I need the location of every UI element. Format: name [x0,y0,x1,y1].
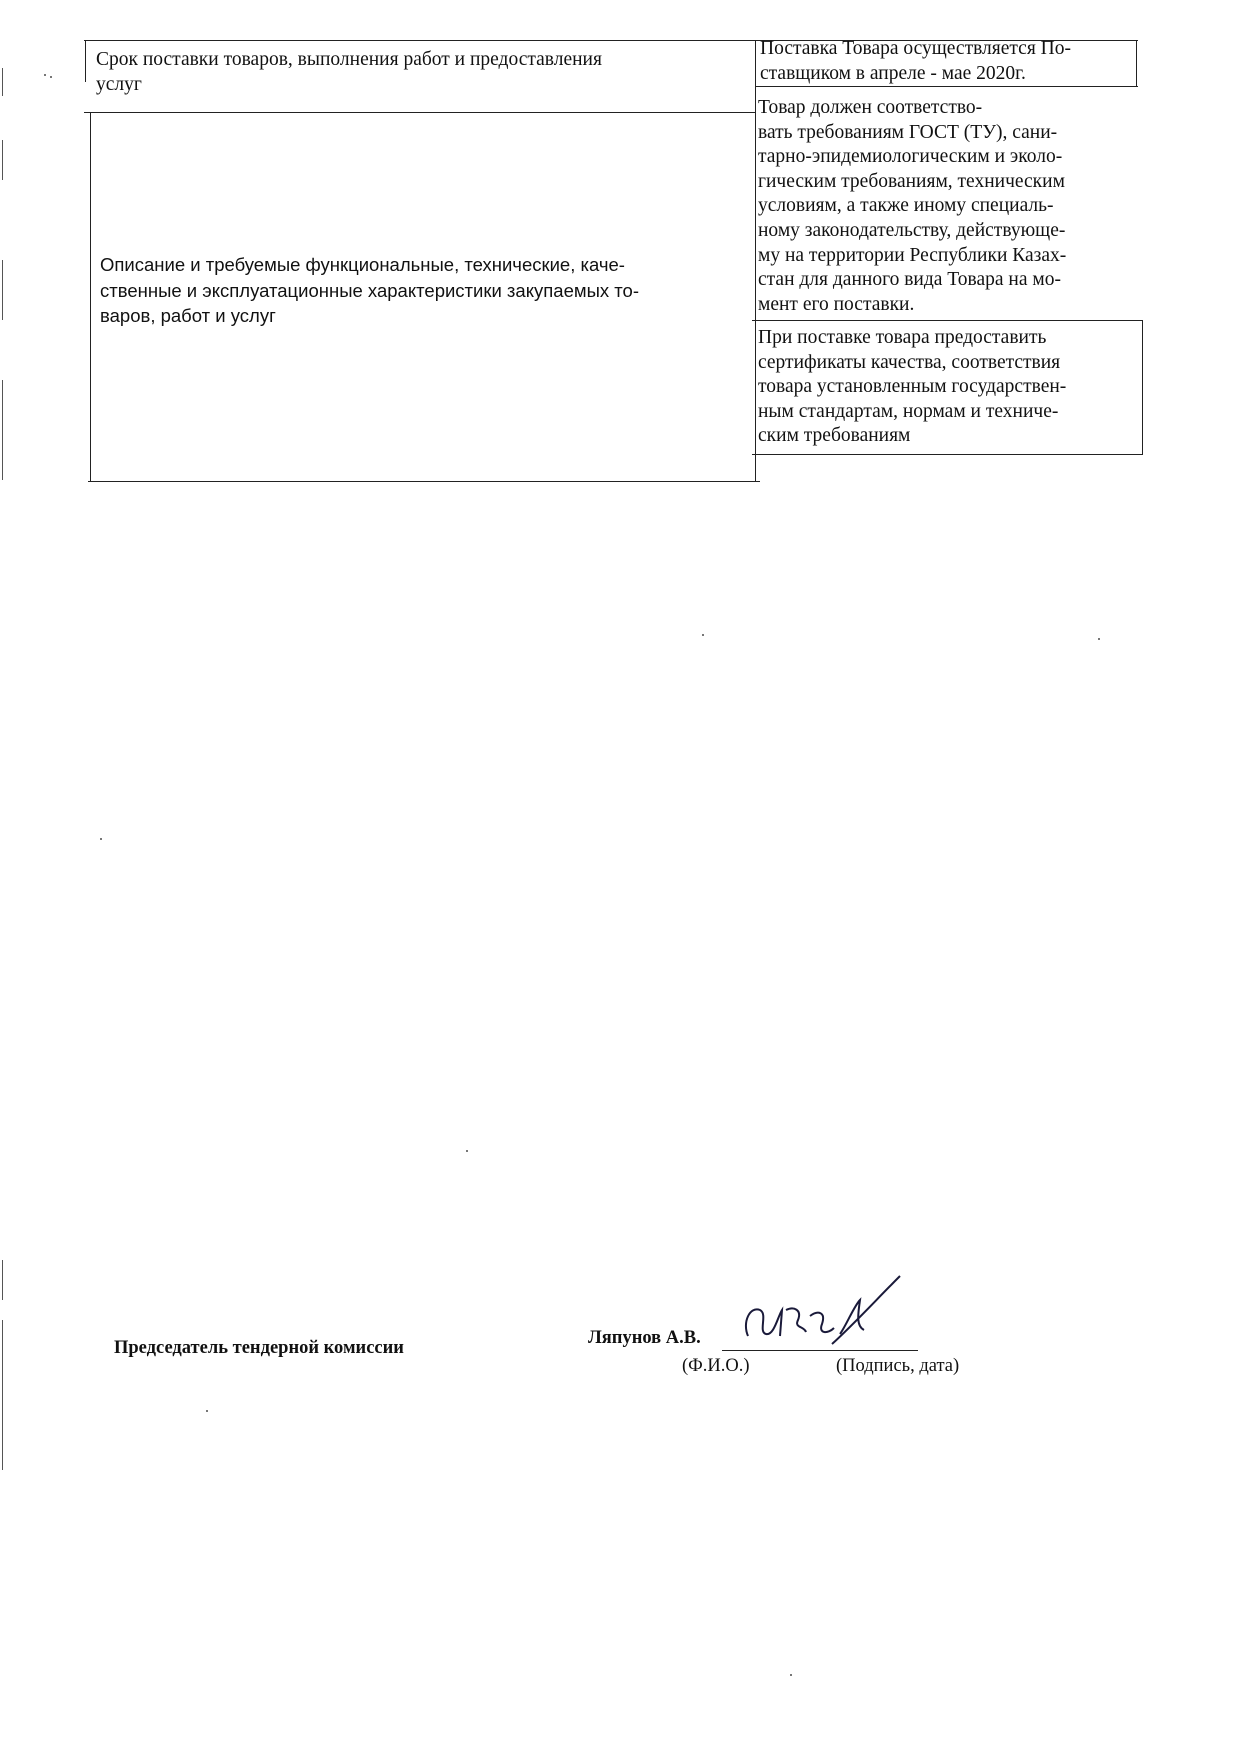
requirements-table [0,0,1240,500]
fio-caption: (Ф.И.О.) [682,1356,750,1376]
table-cell-divider [752,320,1142,321]
scan-speck [466,1150,468,1152]
scan-edge-mark [2,1260,3,1300]
handwritten-signature [736,1270,916,1350]
table-border-right [1136,40,1137,86]
scan-speck [100,838,102,840]
table-border-left [90,112,91,482]
scan-edge-mark [2,1320,3,1470]
scan-speck [790,1674,792,1676]
commission-chair-title: Председатель тендерной комиссии [114,1338,404,1358]
table-row-divider [756,86,1138,87]
table-border-right [1142,320,1143,455]
table-column-divider [755,40,756,482]
scan-speck [1098,638,1100,640]
table-row-divider [84,112,756,113]
table-cell-divider [752,454,1142,455]
table-border-left [85,40,86,82]
scan-speck [206,1410,208,1412]
characteristics-label: Описание и требуемые функциональные, технические, каче- ственные и эксплуатационные характеристики закупаемых то- варов, работ и услуг [100,254,639,326]
certificates-value: При поставке товара предоставить сертификаты качества, соответствия товара установленным государствен- ным стандартам, нормам и техниче- ским требованиям [758,327,1067,446]
delivery-term-label: Срок поставки товаров, выполнения работ и предоставления услуг [96,49,602,95]
sign-date-caption: (Подпись, дата) [836,1356,960,1376]
table-border-bottom [88,481,760,482]
characteristics-value: Товар должен соответство- вать требованиям ГОСТ (ТУ), сани- тарно-эпидемиологическим и эколо- гическим требованиям, техническим условиям, а также иному специаль- ному законодательству, действующе- му на территории Республики Казах- стан для данного вида Товара на мо- мент его поставки. [758,97,1067,315]
delivery-term-value: Поставка Товара осуществляется По- ставщиком в апреле - мае 2020г. [760,38,1071,84]
signature-line [722,1350,918,1351]
scan-speck [702,634,704,636]
signatory-name: Ляпунов А.В. [588,1328,701,1348]
